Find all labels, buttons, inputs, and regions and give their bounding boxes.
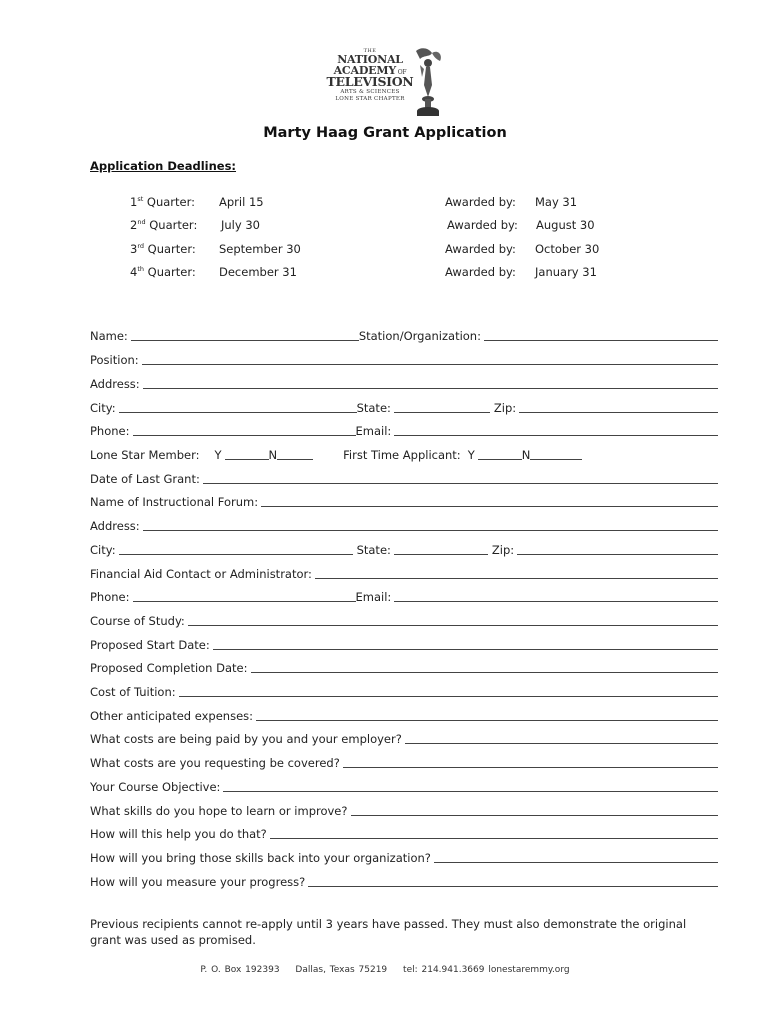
emmy-statue-icon	[410, 45, 444, 119]
member-no-label: N	[268, 448, 278, 462]
awarded-date: May 31	[535, 195, 578, 209]
objective-field[interactable]	[223, 790, 718, 792]
form-row-address	[90, 375, 718, 391]
state-label: State:	[356, 401, 391, 415]
phone-2-label: Phone:	[90, 590, 130, 604]
position-field[interactable]	[142, 363, 718, 365]
form-row-name	[90, 327, 718, 343]
zip-2-field[interactable]	[517, 553, 718, 555]
form-row-objective	[90, 778, 718, 794]
address-2-label: Address:	[90, 519, 140, 533]
natas-logo	[326, 45, 442, 119]
form-row-bring-back	[90, 849, 718, 865]
page-title: Marty Haag Grant Application	[263, 125, 507, 141]
skills-field[interactable]	[351, 814, 719, 816]
member-yes-label: Y	[214, 448, 222, 462]
form-row-costs-requested	[90, 754, 718, 770]
deadline-date: July 30	[221, 218, 260, 232]
zip-field[interactable]	[519, 411, 718, 413]
eligibility-note: Previous recipients cannot re-apply until 3 years have passed. They must also demonstrate the original grant was used as promised.	[90, 917, 687, 947]
fin-aid-label: Financial Aid Contact or Administrator:	[90, 567, 312, 581]
deadline-quarter: 4th Quarter:	[130, 265, 196, 279]
completion-date-label: Proposed Completion Date:	[90, 661, 248, 675]
logo-the: THE	[363, 48, 377, 54]
form-row-city	[90, 399, 718, 415]
awarded-date: October 30	[535, 242, 600, 256]
bring-back-field[interactable]	[434, 861, 718, 863]
footer-pobox: P. O. Box 192393	[200, 965, 280, 975]
help-field[interactable]	[270, 837, 718, 839]
city-2-field[interactable]	[119, 553, 353, 555]
form-row-course	[90, 612, 718, 628]
completion-date-field[interactable]	[251, 671, 719, 673]
zip-label: Zip:	[493, 401, 517, 415]
awarded-label: Awarded by:	[445, 195, 516, 209]
phone-field[interactable]	[133, 434, 356, 436]
tuition-field[interactable]	[179, 695, 718, 697]
email-label: Email:	[355, 424, 392, 438]
form-row-address-2	[90, 517, 718, 533]
form-row-phone-2	[90, 588, 718, 604]
course-label: Course of Study:	[90, 614, 185, 628]
form-row-start	[90, 636, 718, 652]
start-date-label: Proposed Start Date:	[90, 638, 210, 652]
first-time-yes-label: Y	[467, 448, 475, 462]
awarded-label: Awarded by:	[447, 218, 518, 232]
logo-chapter: LONE STAR CHAPTER	[335, 96, 405, 102]
city-label: City:	[90, 401, 116, 415]
deadlines-heading: Application Deadlines:	[90, 159, 237, 173]
form-row-measure	[90, 873, 718, 889]
zip-2-label: Zip:	[491, 543, 515, 557]
member-no-field[interactable]	[277, 458, 313, 460]
first-time-yes-field[interactable]	[478, 458, 522, 460]
name-label: Name:	[90, 329, 128, 343]
logo-national: NATIONAL	[337, 53, 403, 66]
address-field[interactable]	[143, 387, 718, 389]
position-label: Position:	[90, 353, 139, 367]
last-grant-field[interactable]	[203, 482, 718, 484]
awarded-label: Awarded by:	[445, 265, 516, 279]
station-label: Station/Organization:	[358, 329, 481, 343]
state-field[interactable]	[394, 411, 490, 413]
course-field[interactable]	[188, 624, 718, 626]
fin-aid-field[interactable]	[315, 577, 718, 579]
deadline-date: September 30	[219, 242, 301, 256]
city-2-label: City:	[90, 543, 116, 557]
phone-label: Phone:	[90, 424, 130, 438]
footer-contact: tel: 214.941.3669 lonestaremmy.org	[403, 965, 570, 975]
form-row-fin-aid	[90, 565, 718, 581]
email-2-label: Email:	[355, 590, 392, 604]
other-expenses-label: Other anticipated expenses:	[90, 709, 254, 723]
first-time-no-field[interactable]	[530, 458, 582, 460]
deadline-date: April 15	[219, 195, 264, 209]
objective-label: Your Course Objective:	[90, 780, 221, 794]
tuition-label: Cost of Tuition:	[90, 685, 176, 699]
logo-academy: ACADEMY	[333, 64, 396, 77]
deadline-quarter: 3rd Quarter:	[130, 242, 196, 256]
costs-paid-label: What costs are being paid by you and your employer?	[90, 732, 402, 746]
footer-address	[0, 965, 770, 975]
name-field[interactable]	[131, 339, 359, 341]
form-row-city-2	[90, 541, 718, 557]
form-row-costs-paid	[90, 730, 718, 746]
awarded-label: Awarded by:	[445, 242, 516, 256]
phone-2-field[interactable]	[133, 600, 356, 602]
bring-back-label: How will you bring those skills back into your organization?	[90, 851, 431, 865]
state-2-field[interactable]	[394, 553, 488, 555]
form-row-help	[90, 825, 718, 841]
address-2-field[interactable]	[143, 529, 718, 531]
first-time-applicant-label: First Time Applicant:	[343, 448, 461, 462]
costs-paid-field[interactable]	[405, 742, 718, 744]
logo-television: TELEVISION	[326, 74, 414, 89]
last-grant-label: Date of Last Grant:	[90, 472, 200, 486]
form-row-completion	[90, 659, 718, 675]
first-time-no-label: N	[521, 448, 531, 462]
form-row-other-expenses	[90, 707, 718, 723]
awarded-date: August 30	[536, 218, 595, 232]
forum-field[interactable]	[261, 505, 718, 507]
forum-label: Name of Instructional Forum:	[90, 495, 259, 509]
form-row-skills	[90, 802, 718, 818]
city-field[interactable]	[119, 411, 357, 413]
logo-of: OF	[397, 69, 407, 76]
form-row-membership	[90, 446, 610, 462]
form-row-forum	[90, 493, 718, 509]
costs-requested-field[interactable]	[343, 766, 718, 768]
email-2-field[interactable]	[394, 600, 718, 602]
address-label: Address:	[90, 377, 140, 391]
member-yes-field[interactable]	[225, 458, 269, 460]
email-field[interactable]	[394, 434, 718, 436]
form-row-phone	[90, 422, 718, 438]
start-date-field[interactable]	[213, 648, 718, 650]
help-label: How will this help you do that?	[90, 827, 267, 841]
skills-label: What skills do you hope to learn or improve?	[90, 804, 348, 818]
deadline-quarter: 1st Quarter:	[130, 195, 196, 209]
awarded-date: January 31	[535, 265, 597, 279]
form-row-last-grant	[90, 470, 718, 486]
form-row-tuition	[90, 683, 718, 699]
other-expenses-field[interactable]	[256, 719, 718, 721]
logo-wordmark	[326, 45, 414, 103]
station-field[interactable]	[484, 339, 718, 341]
deadline-date: December 31	[219, 265, 297, 279]
state-2-label: State:	[356, 543, 391, 557]
footer-city: Dallas, Texas 75219	[295, 965, 388, 975]
lone-star-member-label: Lone Star Member:	[90, 448, 200, 462]
measure-label: How will you measure your progress?	[90, 875, 306, 889]
form-row-position	[90, 351, 718, 367]
costs-requested-label: What costs are you requesting be covered?	[90, 756, 340, 770]
measure-field[interactable]	[308, 885, 718, 887]
deadline-quarter: 2nd Quarter:	[130, 218, 198, 232]
logo-arts: ARTS & SCIENCES	[340, 88, 400, 95]
